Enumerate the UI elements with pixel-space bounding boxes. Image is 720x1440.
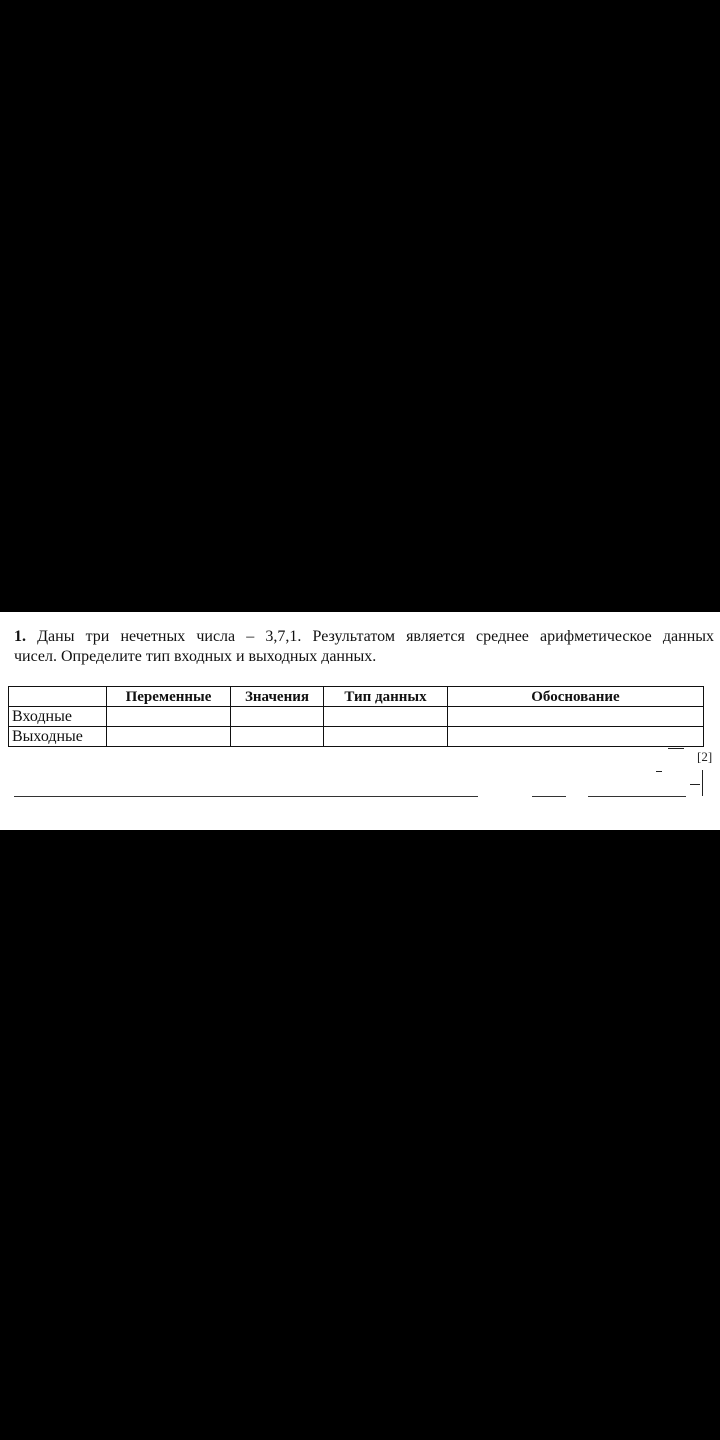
scan-mark-tick	[690, 784, 700, 785]
table-header-row	[9, 687, 704, 707]
row-label-output: Выходные	[9, 727, 107, 747]
task-text	[14, 627, 714, 667]
table-row	[9, 707, 704, 727]
document-page	[0, 612, 720, 830]
table-cell[interactable]	[448, 707, 704, 727]
task-line-1-text: Даны три нечетных числа – 3,7,1. Результатом является среднее арифметическое данных	[37, 628, 715, 645]
table-cell[interactable]	[107, 727, 231, 747]
task-line-2: чисел. Определите тип входных и выходных данных.	[14, 648, 377, 665]
answer-line-1	[14, 796, 478, 797]
task-number: 1.	[14, 628, 26, 645]
table-header-data-type: Тип данных	[324, 687, 448, 707]
data-type-table	[8, 686, 704, 747]
table-cell[interactable]	[231, 707, 324, 727]
table-header-corner	[9, 687, 107, 707]
scan-mark-dash	[656, 771, 662, 772]
task-line-1	[14, 627, 714, 647]
table-row	[9, 727, 704, 747]
table-cell[interactable]	[324, 707, 448, 727]
answer-line-2	[532, 796, 566, 797]
score-bracket: [2]	[697, 749, 713, 764]
scan-mark-vertical	[702, 770, 703, 796]
answer-line-3	[588, 796, 686, 797]
table-header-values: Значения	[231, 687, 324, 707]
row-label-input: Входные	[9, 707, 107, 727]
table-cell[interactable]	[324, 727, 448, 747]
table-cell[interactable]	[448, 727, 704, 747]
table-cell[interactable]	[107, 707, 231, 727]
table-cell[interactable]	[231, 727, 324, 747]
scan-mark-line	[668, 748, 684, 749]
table-header-justification: Обоснование	[448, 687, 704, 707]
table-header-variables: Переменные	[107, 687, 231, 707]
